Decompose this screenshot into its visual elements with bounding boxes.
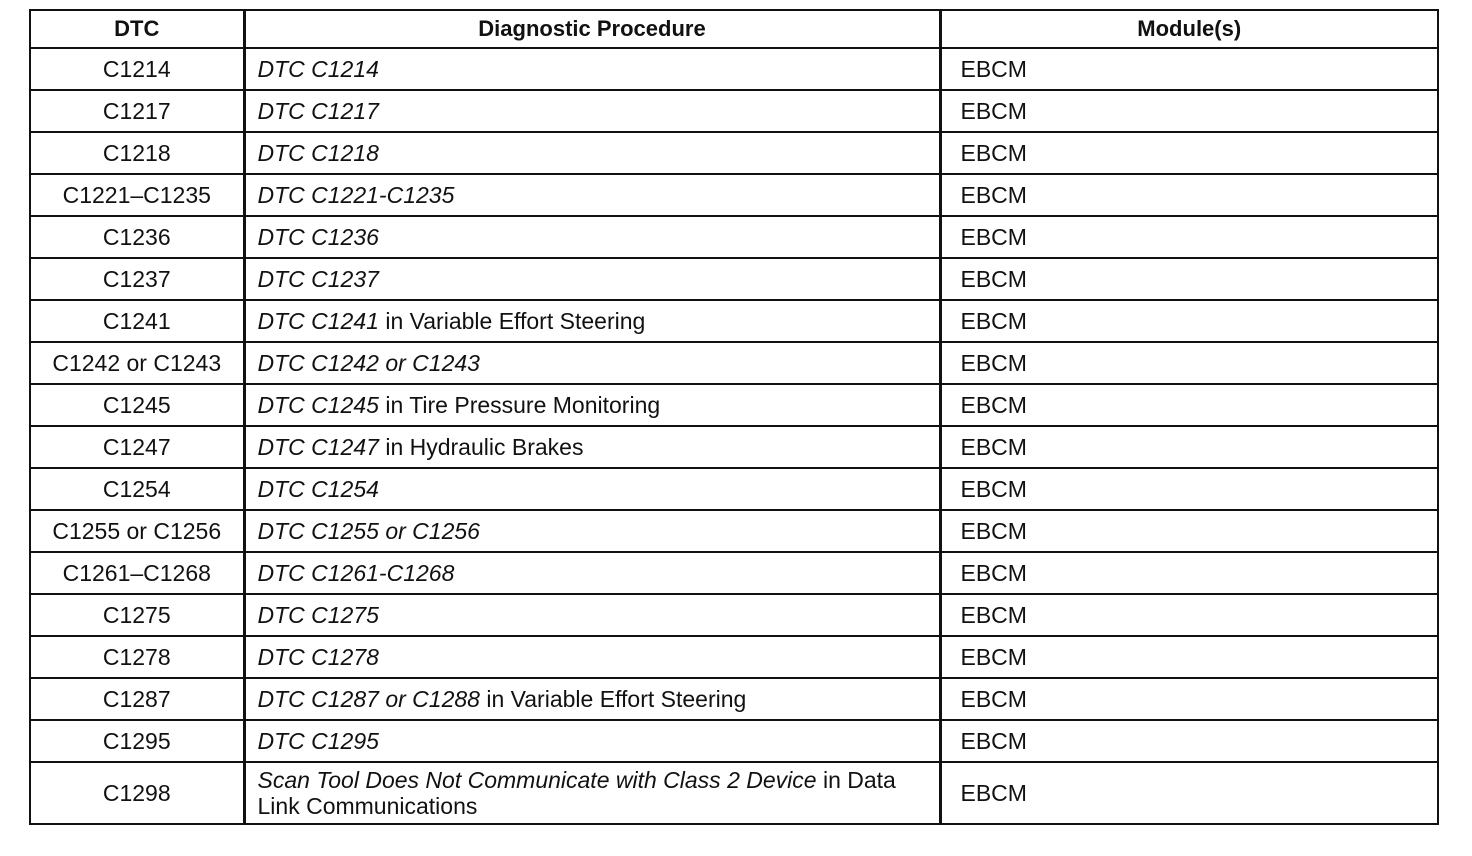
- table-row: [30, 594, 1438, 636]
- module-cell: EBCM: [940, 762, 1438, 824]
- dtc-cell: C1287: [30, 678, 244, 720]
- procedure-context-text: in Variable Effort Steering: [479, 686, 747, 712]
- procedure-cell: [244, 594, 940, 636]
- module-cell: EBCM: [940, 258, 1438, 300]
- procedure-cell: [244, 510, 940, 552]
- module-cell: EBCM: [940, 174, 1438, 216]
- module-cell: EBCM: [940, 342, 1438, 384]
- procedure-link-text: DTC C1236: [257, 224, 379, 250]
- module-cell: EBCM: [940, 90, 1438, 132]
- procedure-link-text: DTC C1221-C1235: [257, 182, 455, 208]
- table-row: [30, 258, 1438, 300]
- table-row: [30, 510, 1438, 552]
- table-row: [30, 174, 1438, 216]
- dtc-cell: C1214: [30, 48, 244, 90]
- table-row: [30, 678, 1438, 720]
- table-body: [30, 48, 1438, 824]
- procedure-cell: [244, 216, 940, 258]
- dtc-cell: C1278: [30, 636, 244, 678]
- module-cell: EBCM: [940, 468, 1438, 510]
- module-cell: EBCM: [940, 720, 1438, 762]
- procedure-link-text: DTC C1255 or C1256: [257, 518, 480, 544]
- procedure-link-text: DTC C1214: [257, 56, 379, 82]
- procedure-link-text: DTC C1218: [257, 140, 379, 166]
- procedure-link-text: DTC C1275: [257, 602, 379, 628]
- procedure-cell: [244, 636, 940, 678]
- procedure-link-text: DTC C1247: [257, 434, 379, 460]
- procedure-cell: [244, 678, 940, 720]
- procedure-context-text: in Variable Effort Steering: [378, 308, 646, 334]
- procedure-link-text: DTC C1217: [257, 98, 379, 124]
- module-cell: EBCM: [940, 552, 1438, 594]
- procedure-link-text: DTC C1242 or C1243: [257, 350, 480, 376]
- procedure-link-text: DTC C1287 or C1288: [257, 686, 480, 712]
- dtc-cell: C1247: [30, 426, 244, 468]
- procedure-context-text: in Hydraulic Brakes: [378, 434, 584, 460]
- table-row: [30, 132, 1438, 174]
- dtc-cell: C1261–C1268: [30, 552, 244, 594]
- procedure-cell: [244, 468, 940, 510]
- procedure-link-text: DTC C1245: [257, 392, 379, 418]
- procedure-link-text: DTC C1278: [257, 644, 379, 670]
- table-row: [30, 90, 1438, 132]
- table-row: [30, 216, 1438, 258]
- procedure-cell: [244, 552, 940, 594]
- procedure-cell: [244, 426, 940, 468]
- dtc-cell: C1255 or C1256: [30, 510, 244, 552]
- procedure-cell: [244, 258, 940, 300]
- dtc-cell: C1275: [30, 594, 244, 636]
- table-row: [30, 426, 1438, 468]
- procedure-link-text: Scan Tool Does Not Communicate with Class 2 Device: [257, 767, 817, 793]
- table-row: [30, 636, 1438, 678]
- module-cell: EBCM: [940, 216, 1438, 258]
- dtc-cell: C1242 or C1243: [30, 342, 244, 384]
- dtc-cell: C1217: [30, 90, 244, 132]
- procedure-cell: [244, 90, 940, 132]
- table-row: [30, 300, 1438, 342]
- dtc-table: [29, 9, 1439, 825]
- module-cell: EBCM: [940, 426, 1438, 468]
- dtc-cell: C1236: [30, 216, 244, 258]
- table-row: [30, 342, 1438, 384]
- table-row: [30, 384, 1438, 426]
- dtc-cell: C1218: [30, 132, 244, 174]
- module-cell: EBCM: [940, 132, 1438, 174]
- procedure-cell: [244, 384, 940, 426]
- dtc-cell: C1237: [30, 258, 244, 300]
- procedure-cell: [244, 132, 940, 174]
- module-cell: EBCM: [940, 384, 1438, 426]
- dtc-cell: C1298: [30, 762, 244, 824]
- procedure-context-text: in Data Link Communications: [257, 767, 896, 819]
- dtc-cell: C1295: [30, 720, 244, 762]
- table-row: [30, 720, 1438, 762]
- table-row: [30, 48, 1438, 90]
- table-header-row: [30, 10, 1438, 48]
- procedure-cell: [244, 762, 940, 824]
- column-header-dtc: DTC: [30, 10, 244, 48]
- procedure-cell: [244, 342, 940, 384]
- table-row: [30, 468, 1438, 510]
- table-row: [30, 552, 1438, 594]
- module-cell: EBCM: [940, 48, 1438, 90]
- procedure-cell: [244, 174, 940, 216]
- procedure-link-text: DTC C1295: [257, 728, 379, 754]
- module-cell: EBCM: [940, 510, 1438, 552]
- procedure-context-text: in Tire Pressure Monitoring: [378, 392, 661, 418]
- module-cell: EBCM: [940, 594, 1438, 636]
- procedure-cell: [244, 300, 940, 342]
- column-header-modules: Module(s): [940, 10, 1438, 48]
- procedure-link-text: DTC C1261-C1268: [257, 560, 455, 586]
- column-header-procedure: Diagnostic Procedure: [244, 10, 940, 48]
- procedure-cell: [244, 720, 940, 762]
- dtc-cell: C1254: [30, 468, 244, 510]
- dtc-cell: C1221–C1235: [30, 174, 244, 216]
- module-cell: EBCM: [940, 636, 1438, 678]
- module-cell: EBCM: [940, 300, 1438, 342]
- procedure-link-text: DTC C1254: [257, 476, 379, 502]
- dtc-cell: C1245: [30, 384, 244, 426]
- module-cell: EBCM: [940, 678, 1438, 720]
- procedure-cell: [244, 48, 940, 90]
- dtc-cell: C1241: [30, 300, 244, 342]
- procedure-link-text: DTC C1241: [257, 308, 379, 334]
- procedure-link-text: DTC C1237: [257, 266, 379, 292]
- table-row: [30, 762, 1438, 824]
